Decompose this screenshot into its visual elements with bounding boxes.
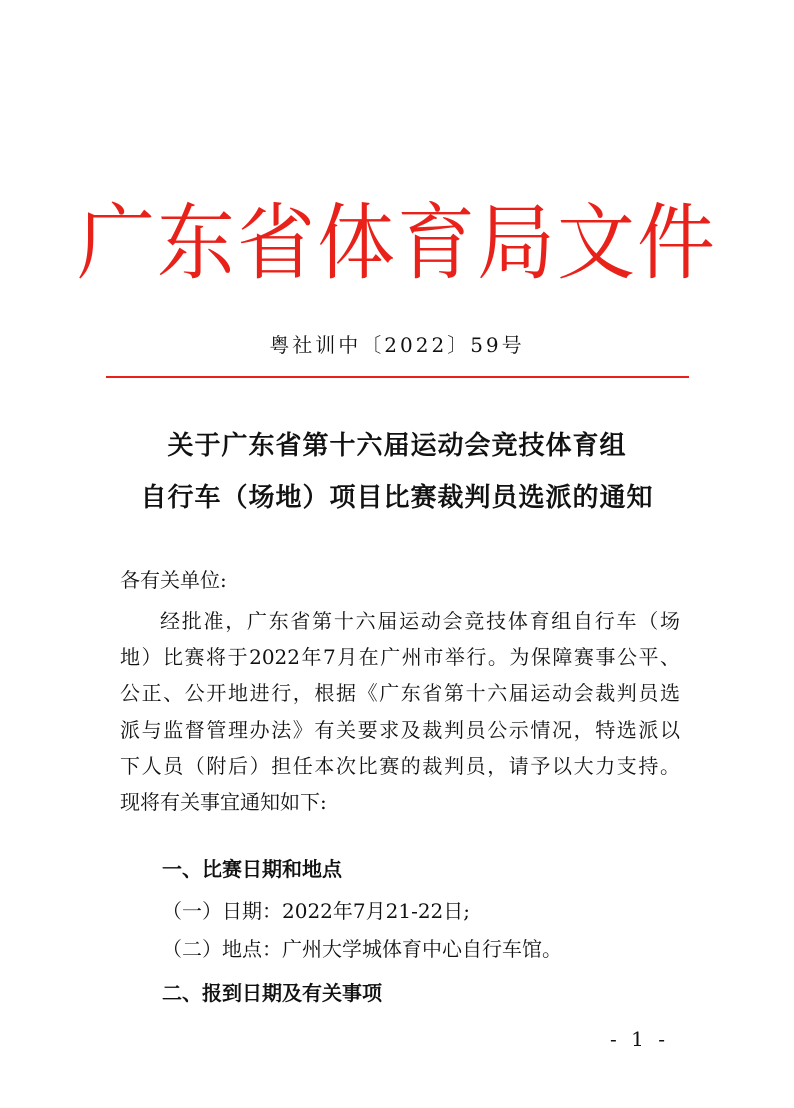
- section-heading-2: 二、报到日期及有关事项: [162, 981, 382, 1005]
- issuer-masthead: 广东省体育局文件: [76, 196, 717, 292]
- section-1-item-venue: （二）地点：广州大学城体育中心自行车馆。: [162, 937, 562, 961]
- salutation: 各有关单位:: [120, 568, 227, 592]
- paragraph-line: 现将有关事宜通知如下:: [120, 789, 327, 814]
- section-heading-1: 一、比赛日期和地点: [162, 857, 342, 881]
- red-divider-line: [106, 376, 689, 378]
- paragraph-line: 经批准，广东省第十六届运动会竞技体育组自行车（场: [160, 609, 680, 633]
- paragraph-line: 下人员（附后）担任本次比赛的裁判员，请予以大力支持。: [120, 753, 680, 778]
- paragraph-line: 地）比赛将于2022年7月在广州市举行。为保障赛事公平、: [120, 645, 680, 670]
- paragraph-line: 派与监督管理办法》有关要求及裁判员公示情况，特选派以: [120, 717, 680, 742]
- paragraph-line: 公正、公开地进行，根据《广东省第十六届运动会裁判员选: [120, 681, 680, 706]
- document-title-line-2: 自行车（场地）项目比赛裁判员选派的通知: [140, 483, 654, 513]
- page-number: - 1 -: [610, 1027, 669, 1051]
- section-1-item-date: （一）日期：2022年7月21-22日;: [162, 899, 471, 923]
- document-number: 粤社训中〔2022〕59号: [269, 333, 525, 357]
- body-paragraph: [120, 603, 680, 820]
- document-title-line-1: 关于广东省第十六届运动会竞技体育组: [167, 431, 627, 461]
